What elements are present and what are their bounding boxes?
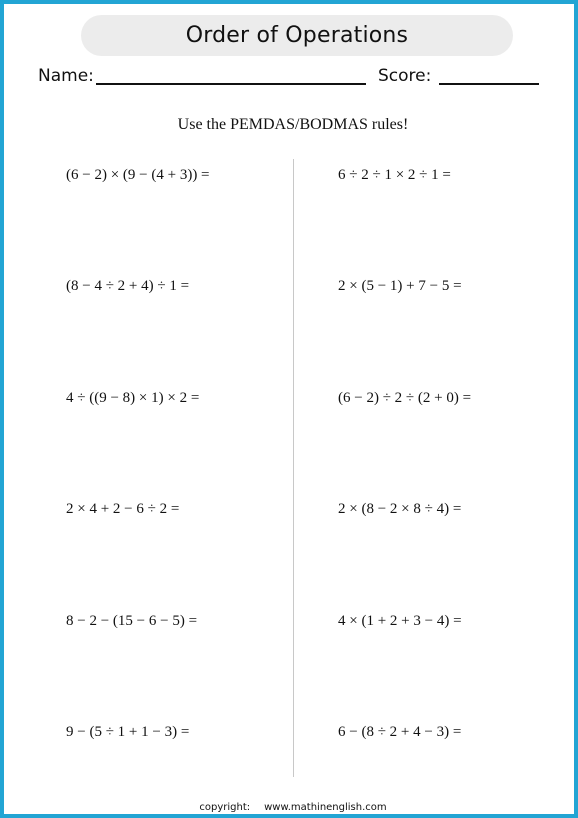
problem-left-3: 4 ÷ ((9 − 8) × 1) × 2 = [66,390,200,406]
problem-right-5: 4 × (1 + 2 + 3 − 4) = [338,613,462,629]
problem-left-6: 9 − (5 ÷ 1 + 1 − 3) = [66,724,190,740]
column-divider [293,159,294,777]
copyright-footer [4,801,578,815]
copyright-site: www.mathinenglish.com [264,802,387,813]
instruction-text: Use the PEMDAS/BODMAS rules! [177,116,409,133]
problem-left-1: (6 − 2) × (9 − (4 + 3)) = [66,167,210,183]
problem-left-5: 8 − 2 − (15 − 6 − 5) = [66,613,198,629]
name-label: Name: [38,66,94,86]
name-line [96,83,366,85]
copyright-label: copyright: [199,802,251,813]
problem-right-1: 6 ÷ 2 ÷ 1 × 2 ÷ 1 = [338,167,451,183]
problem-left-2: (8 − 4 ÷ 2 + 4) ÷ 1 = [66,278,190,294]
problem-right-2: 2 × (5 − 1) + 7 − 5 = [338,278,462,294]
problem-right-4: 2 × (8 − 2 × 8 ÷ 4) = [338,501,462,517]
score-line [439,83,539,85]
score-label: Score: [378,66,432,86]
problem-right-6: 6 − (8 ÷ 2 + 4 − 3) = [338,724,462,740]
problem-right-3: (6 − 2) ÷ 2 ÷ (2 + 0) = [338,390,472,406]
problem-left-4: 2 × 4 + 2 − 6 ÷ 2 = [66,501,180,517]
page-title: Order of Operations [185,23,409,48]
title-banner [81,15,513,56]
